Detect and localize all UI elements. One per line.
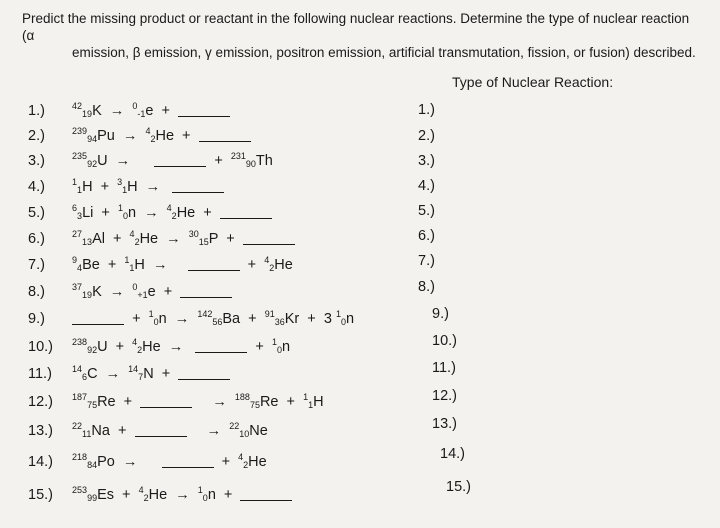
reaction-number: 9.) [28, 311, 45, 327]
reaction-equation: $^{238}_{92}$U + $^4_2$He → + $^1_0$n [72, 337, 291, 355]
reaction-row-1 [28, 96, 230, 119]
answer-label-6: 6.) [418, 228, 435, 244]
answer-label-9: 9.) [432, 306, 449, 322]
blank[interactable] [172, 178, 224, 193]
reaction-equation: $^{14}_6$C → $^{14}_7$N + [72, 359, 230, 387]
reaction-equation: $^{22}_{11}$Na + → $^{22}_{10}$Ne [72, 421, 268, 439]
reaction-number: 7.) [28, 257, 45, 273]
reaction-number: 6.) [28, 231, 45, 247]
reaction-number: 1.) [28, 103, 45, 119]
answer-label-15: 15.) [446, 479, 471, 495]
blank[interactable] [180, 283, 232, 298]
reaction-row-2 [28, 121, 251, 144]
instructions [22, 10, 702, 61]
reaction-equation: $^{42}_{19}$K → $^0_{-1}$e + [72, 96, 230, 124]
answer-label-11: 11.) [432, 360, 456, 376]
answer-label-13: 13.) [432, 416, 457, 432]
reaction-number: 2.) [28, 128, 45, 144]
reaction-row-10 [28, 332, 291, 355]
reaction-number: 13.) [28, 423, 53, 439]
reaction-row-3 [28, 146, 273, 169]
blank[interactable] [188, 256, 240, 271]
blank[interactable] [178, 102, 230, 117]
blank[interactable] [178, 365, 230, 380]
reaction-number: 15.) [28, 487, 53, 503]
blank[interactable] [243, 230, 295, 245]
blank[interactable] [154, 152, 206, 167]
reaction-equation: $^{253}_{99}$Es + $^4_2$He → $^1_0$n + [72, 480, 292, 508]
reaction-row-11 [28, 359, 230, 382]
reaction-row-6 [28, 224, 295, 247]
reaction-number: 3.) [28, 153, 45, 169]
reaction-equation: $^1_1$H + $^3_1$H → [72, 172, 224, 200]
blank[interactable] [72, 310, 124, 325]
reaction-number: 11.) [28, 366, 52, 382]
blank[interactable] [135, 422, 187, 437]
type-of-reaction-header: Type of Nuclear Reaction: [452, 74, 614, 90]
reaction-number: 10.) [28, 339, 53, 355]
answer-label-4: 4.) [418, 178, 435, 194]
instructions-line-1: Predict the missing product or reactant in the following nuclear reactions. Determine the type of nuclear reaction (α [22, 11, 690, 43]
blank[interactable] [240, 486, 292, 501]
reaction-number: 14.) [28, 454, 53, 470]
answer-label-7: 7.) [418, 253, 435, 269]
answer-label-10: 10.) [432, 333, 457, 349]
answer-label-8: 8.) [418, 279, 435, 295]
reaction-row-5 [28, 198, 272, 221]
reaction-equation: $^6_3$Li + $^1_0$n → $^4_2$He + [72, 198, 272, 226]
reaction-number: 8.) [28, 284, 45, 300]
reaction-equation: + $^1_0$n → $^{142}_{56}$Ba + $^{91}_{36}$Kr + 3 $^1_0$n [72, 304, 354, 332]
reaction-row-15 [28, 480, 292, 503]
reaction-row-4 [28, 172, 224, 195]
reaction-row-13 [28, 416, 268, 439]
answer-label-14: 14.) [440, 446, 465, 462]
reaction-equation: $^{235}_{92}$U → + $^{231}_{90}$Th [72, 151, 273, 169]
blank[interactable] [162, 453, 214, 468]
reaction-row-12 [28, 387, 324, 410]
blank[interactable] [199, 127, 251, 142]
instructions-line-2: emission, β emission, γ emission, positron emission, artificial transmutation, fission, or fusion) described. [72, 45, 696, 60]
answer-label-5: 5.) [418, 203, 435, 219]
reaction-row-8 [28, 277, 232, 300]
answer-label-3: 3.) [418, 153, 435, 169]
reaction-equation: $^{239}_{94}$Pu → $^4_2$He + [72, 121, 251, 149]
reaction-equation: $^{187}_{75}$Re + → $^{188}_{75}$Re + $^1_1$H [72, 392, 324, 410]
reaction-row-7 [28, 250, 293, 273]
reaction-equation: $^{27}_{13}$Al + $^4_2$He → $^{30}_{15}$P + [72, 224, 295, 252]
reaction-equation: $^9_4$Be + $^1_1$H → + $^4_2$He [72, 255, 293, 273]
blank[interactable] [140, 393, 192, 408]
answer-label-2: 2.) [418, 128, 435, 144]
reaction-number: 12.) [28, 394, 53, 410]
answer-label-12: 12.) [432, 388, 457, 404]
reaction-number: 5.) [28, 205, 45, 221]
reaction-number: 4.) [28, 179, 45, 195]
reaction-equation: $^{218}_{84}$Po → + $^4_2$He [72, 452, 267, 470]
reaction-row-14 [28, 447, 267, 470]
answer-label-1: 1.) [418, 102, 435, 118]
reaction-row-9 [28, 304, 355, 327]
reaction-equation: $^{37}_{19}$K → $^0_{+1}$e + [72, 277, 232, 305]
blank[interactable] [195, 338, 247, 353]
blank[interactable] [220, 204, 272, 219]
